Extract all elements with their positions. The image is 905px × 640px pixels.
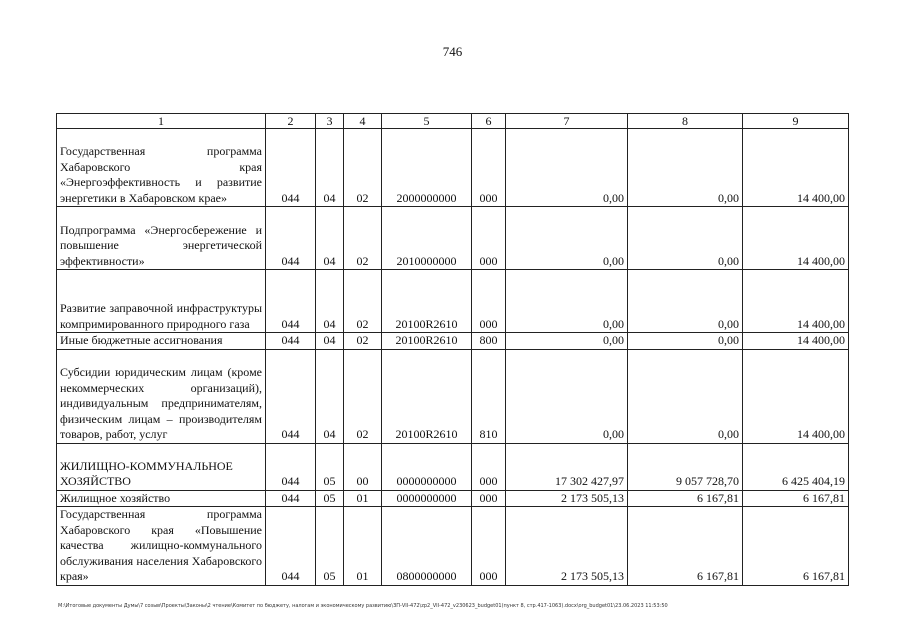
- header-col-3: 3: [316, 114, 344, 129]
- table-row: [57, 129, 849, 207]
- row-c9: 14 400,00: [743, 129, 849, 207]
- row-c5: 0000000000: [382, 490, 472, 507]
- row-c4: 00: [344, 443, 382, 490]
- row-c2: 044: [266, 207, 316, 270]
- row-c3: 04: [316, 207, 344, 270]
- row-c9: 6 167,81: [743, 507, 849, 586]
- row-c7: 0,00: [506, 270, 628, 333]
- row-c6: 000: [472, 443, 506, 490]
- header-col-7: 7: [506, 114, 628, 129]
- row-name: Субсидии юридическим лицам (кроме некоммерческих организаций), индивидуальным предпринимателям, физическим лицам – производителям товаров, работ, услуг: [57, 349, 266, 443]
- row-name: Иные бюджетные ассигнования: [57, 333, 266, 350]
- row-c7: 0,00: [506, 333, 628, 350]
- row-c3: 05: [316, 490, 344, 507]
- row-c2: 044: [266, 129, 316, 207]
- row-c6: 800: [472, 333, 506, 350]
- table-row: [57, 349, 849, 443]
- row-c8: 0,00: [628, 270, 743, 333]
- row-c4: 02: [344, 129, 382, 207]
- row-name: ЖИЛИЩНО-КОММУНАЛЬНОЕ ХОЗЯЙСТВО: [57, 443, 266, 490]
- row-c3: 04: [316, 349, 344, 443]
- table-row: [57, 490, 849, 507]
- document-footer-path: M:\Итоговые документы Думы\7 созыв\Проекты\Законы\2 чтение\Комитет по бюджету, налогам и экономическому развитию\ЗП-VII-472\zp2_VII-472_v230623_budget01(пункт 8, стр.417-1063).docx\org_budget01\23.06.2023 11:53:50: [58, 603, 668, 609]
- row-c9: 14 400,00: [743, 207, 849, 270]
- row-c4: 02: [344, 207, 382, 270]
- row-c5: 20100R2610: [382, 333, 472, 350]
- table-row: [57, 207, 849, 270]
- row-name: Жилищное хозяйство: [57, 490, 266, 507]
- row-c5: 20100R2610: [382, 349, 472, 443]
- row-c4: 02: [344, 270, 382, 333]
- row-c9: 14 400,00: [743, 349, 849, 443]
- row-c2: 044: [266, 507, 316, 586]
- row-c7: 2 173 505,13: [506, 490, 628, 507]
- table-row: [57, 507, 849, 586]
- row-name: Развитие заправочной инфраструктуры компримированного природного газа: [57, 270, 266, 333]
- budget-table: [56, 113, 849, 586]
- row-c5: 0800000000: [382, 507, 472, 586]
- row-c4: 01: [344, 507, 382, 586]
- row-c7: 0,00: [506, 129, 628, 207]
- header-col-8: 8: [628, 114, 743, 129]
- row-name: Государственная программа Хабаровского края «Энергоэффективность и развитие энергетики в Хабаровском крае»: [57, 129, 266, 207]
- row-name: Государственная программа Хабаровского края «Повышение качества жилищно-коммунального обслуживания населения Хабаровского края»: [57, 507, 266, 586]
- table-row: [57, 270, 849, 333]
- row-c6: 000: [472, 129, 506, 207]
- row-c6: 810: [472, 349, 506, 443]
- row-c4: 01: [344, 490, 382, 507]
- row-c9: 6 425 404,19: [743, 443, 849, 490]
- row-c7: 17 302 427,97: [506, 443, 628, 490]
- row-c9: 14 400,00: [743, 333, 849, 350]
- header-row: [57, 114, 849, 129]
- row-c6: 000: [472, 270, 506, 333]
- row-c7: 2 173 505,13: [506, 507, 628, 586]
- header-col-9: 9: [743, 114, 849, 129]
- header-col-5: 5: [382, 114, 472, 129]
- row-c8: 0,00: [628, 349, 743, 443]
- row-c3: 04: [316, 333, 344, 350]
- row-name: Подпрограмма «Энергосбережение и повышение энергетической эффективности»: [57, 207, 266, 270]
- row-c7: 0,00: [506, 349, 628, 443]
- row-c5: 2010000000: [382, 207, 472, 270]
- row-c3: 05: [316, 443, 344, 490]
- row-c6: 000: [472, 507, 506, 586]
- row-c9: 6 167,81: [743, 490, 849, 507]
- table-row: [57, 443, 849, 490]
- row-c8: 0,00: [628, 207, 743, 270]
- table-row: [57, 333, 849, 350]
- header-col-6: 6: [472, 114, 506, 129]
- row-c2: 044: [266, 349, 316, 443]
- header-col-2: 2: [266, 114, 316, 129]
- row-c8: 9 057 728,70: [628, 443, 743, 490]
- row-c2: 044: [266, 270, 316, 333]
- header-col-4: 4: [344, 114, 382, 129]
- row-c9: 14 400,00: [743, 270, 849, 333]
- row-c2: 044: [266, 333, 316, 350]
- header-col-1: 1: [57, 114, 266, 129]
- row-c8: 0,00: [628, 129, 743, 207]
- row-c3: 05: [316, 507, 344, 586]
- row-c3: 04: [316, 129, 344, 207]
- row-c4: 02: [344, 349, 382, 443]
- row-c8: 6 167,81: [628, 490, 743, 507]
- row-c5: 0000000000: [382, 443, 472, 490]
- row-c8: 0,00: [628, 333, 743, 350]
- row-c2: 044: [266, 443, 316, 490]
- row-c8: 6 167,81: [628, 507, 743, 586]
- row-c5: 20100R2610: [382, 270, 472, 333]
- row-c5: 2000000000: [382, 129, 472, 207]
- row-c6: 000: [472, 490, 506, 507]
- row-c6: 000: [472, 207, 506, 270]
- page-number: 746: [442, 44, 463, 59]
- row-c4: 02: [344, 333, 382, 350]
- row-c3: 04: [316, 270, 344, 333]
- row-c7: 0,00: [506, 207, 628, 270]
- row-c2: 044: [266, 490, 316, 507]
